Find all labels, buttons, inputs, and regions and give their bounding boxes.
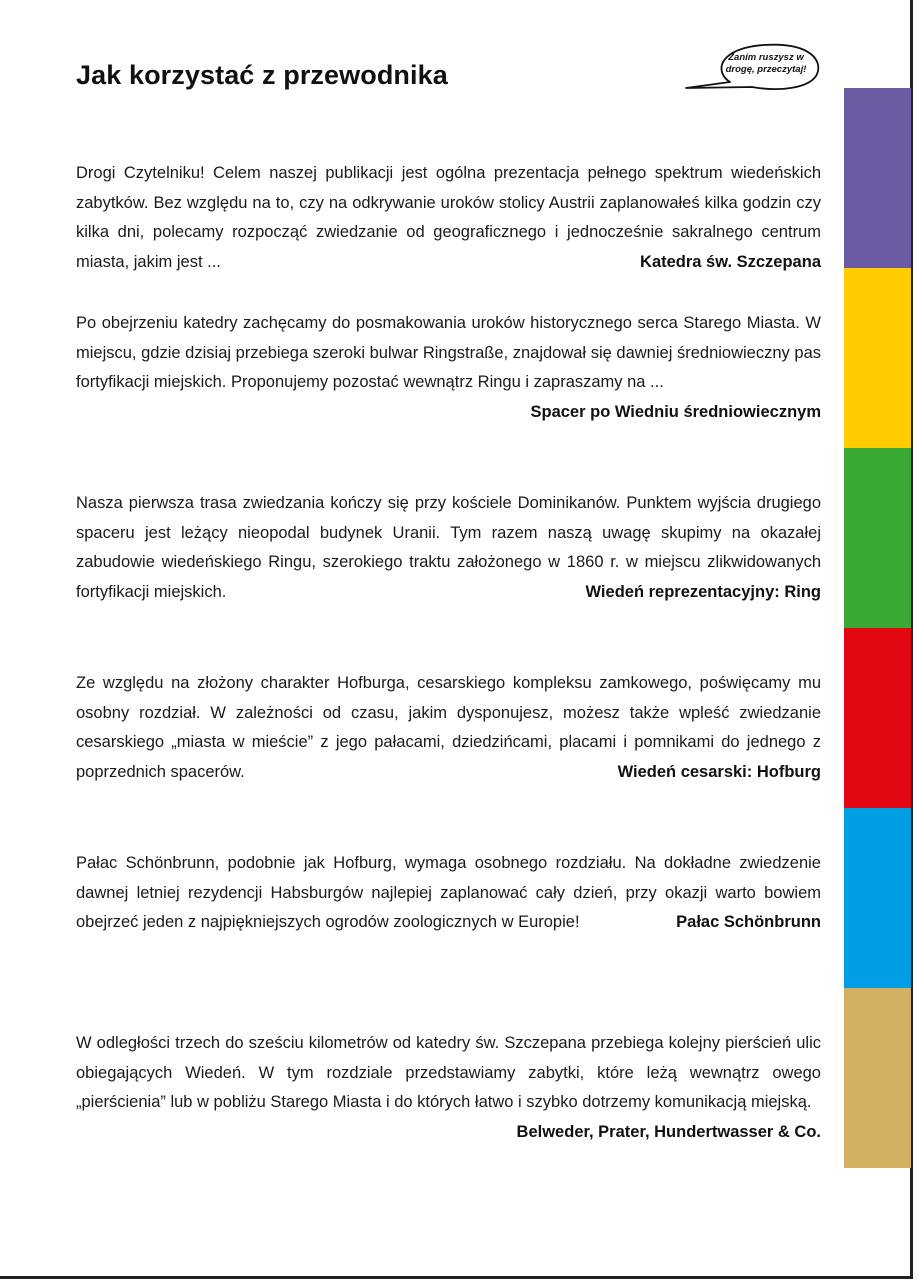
chapter-reference[interactable]: Katedra św. Szczepana	[640, 253, 821, 272]
section-medieval-vienna	[76, 309, 821, 428]
section-paragraph	[76, 159, 821, 278]
chapter-tab-gold[interactable]	[844, 988, 911, 1168]
section-text: Pałac Schönbrunn, podobnie jak Hofburg, wymaga osobnego rozdziału. Na dokładne zwiedzenie dawnej letniej rezydencji Habsburgów najlepiej zaplanować cały dzień, przy okazji warto bowiem obejrzeć jeden z najpiękniejszych ogrodów zoologicznych w Europie!	[76, 854, 821, 932]
speech-bubble-text	[716, 52, 816, 76]
section-hofburg	[76, 669, 821, 788]
section-cathedral	[76, 159, 821, 278]
section-text: Nasza pierwsza trasa zwiedzania kończy się przy kościele Dominikanów. Punktem wyjścia drugiego spaceru jest leżący nieopodal budynek Uranii. Tym razem naszą uwagę skupimy na okazałej zabudowie wiedeńskiego Ringu, szerokiego traktu założonego w 1860 r. w miejscu zlikwidowanych fortyfikacji miejskich.	[76, 494, 821, 602]
chapter-tab-red[interactable]	[844, 628, 911, 808]
section-paragraph	[76, 1029, 821, 1142]
chapter-tab-yellow[interactable]	[844, 268, 911, 448]
section-paragraph	[76, 489, 821, 608]
chapter-reference[interactable]: Spacer po Wiedniu średniowiecznym	[530, 403, 821, 422]
chapter-reference[interactable]: Belweder, Prater, Hundertwasser & Co.	[516, 1123, 821, 1142]
chapter-reference[interactable]: Wiedeń cesarski: Hofburg	[617, 763, 821, 782]
section-belvedere	[76, 1029, 821, 1148]
section-text: Po obejrzeniu katedry zachęcamy do posmakowania uroków historycznego serca Starego Miasta. W miejscu, gdzie dzisiaj przebiega szeroki bulwar Ringstraße, znajdował się dawniej średniowieczny pas fortyfikacji miejskich. Proponujemy pozostać wewnątrz Ringu i zapraszamy na ...	[76, 314, 821, 392]
chapter-tab-purple[interactable]	[844, 88, 911, 268]
bubble-line-1: Zanim ruszysz w	[728, 52, 804, 63]
section-schonbrunn	[76, 849, 821, 938]
page-title: Jak korzystać z przewodnika	[76, 60, 448, 90]
section-text: Drogi Czytelniku! Celem naszej publikacji jest ogólna prezentacja pełnego spektrum wiedeńskich zabytków. Bez względu na to, czy na odkrywanie uroków stolicy Austrii zaplanowałeś kilka godzin czy kilka dni, polecamy rozpocząć zwiedzanie od geograficznego i jednocześnie sakralnego centrum miasta, jakim jest ...	[76, 164, 821, 272]
chapter-tab-green[interactable]	[844, 448, 911, 628]
section-paragraph	[76, 309, 821, 422]
section-text: Ze względu na złożony charakter Hofburga, cesarskiego kompleksu zamkowego, poświęcamy mu osobny rozdział. W zależności od czasu, jakim dysponujesz, możesz także wpleść zwiedzanie cesarskiego „miasta w mieście” z jego pałacami, dziedzińcami, placami i pomnikami do jednego z poprzednich spacerów.	[76, 674, 821, 782]
section-text: W odległości trzech do sześciu kilometrów od katedry św. Szczepana przebiega kolejny pierścień ulic obiegających Wiedeń. W tym rozdziale przedstawiamy zabytki, które leżą wewnątrz owego „pierścienia” lub w pobliżu Starego Miasta i do których łatwo i szybko dotrzemy komunikacją miejską.	[76, 1034, 821, 1112]
section-paragraph	[76, 849, 821, 938]
chapter-tab-blue[interactable]	[844, 808, 911, 988]
chapter-reference[interactable]: Pałac Schönbrunn	[676, 913, 821, 932]
chapter-reference[interactable]: Wiedeń reprezentacyjny: Ring	[585, 583, 821, 602]
section-paragraph	[76, 669, 821, 788]
section-ring	[76, 489, 821, 608]
bubble-line-2: drogę, przeczytaj!	[725, 64, 807, 75]
